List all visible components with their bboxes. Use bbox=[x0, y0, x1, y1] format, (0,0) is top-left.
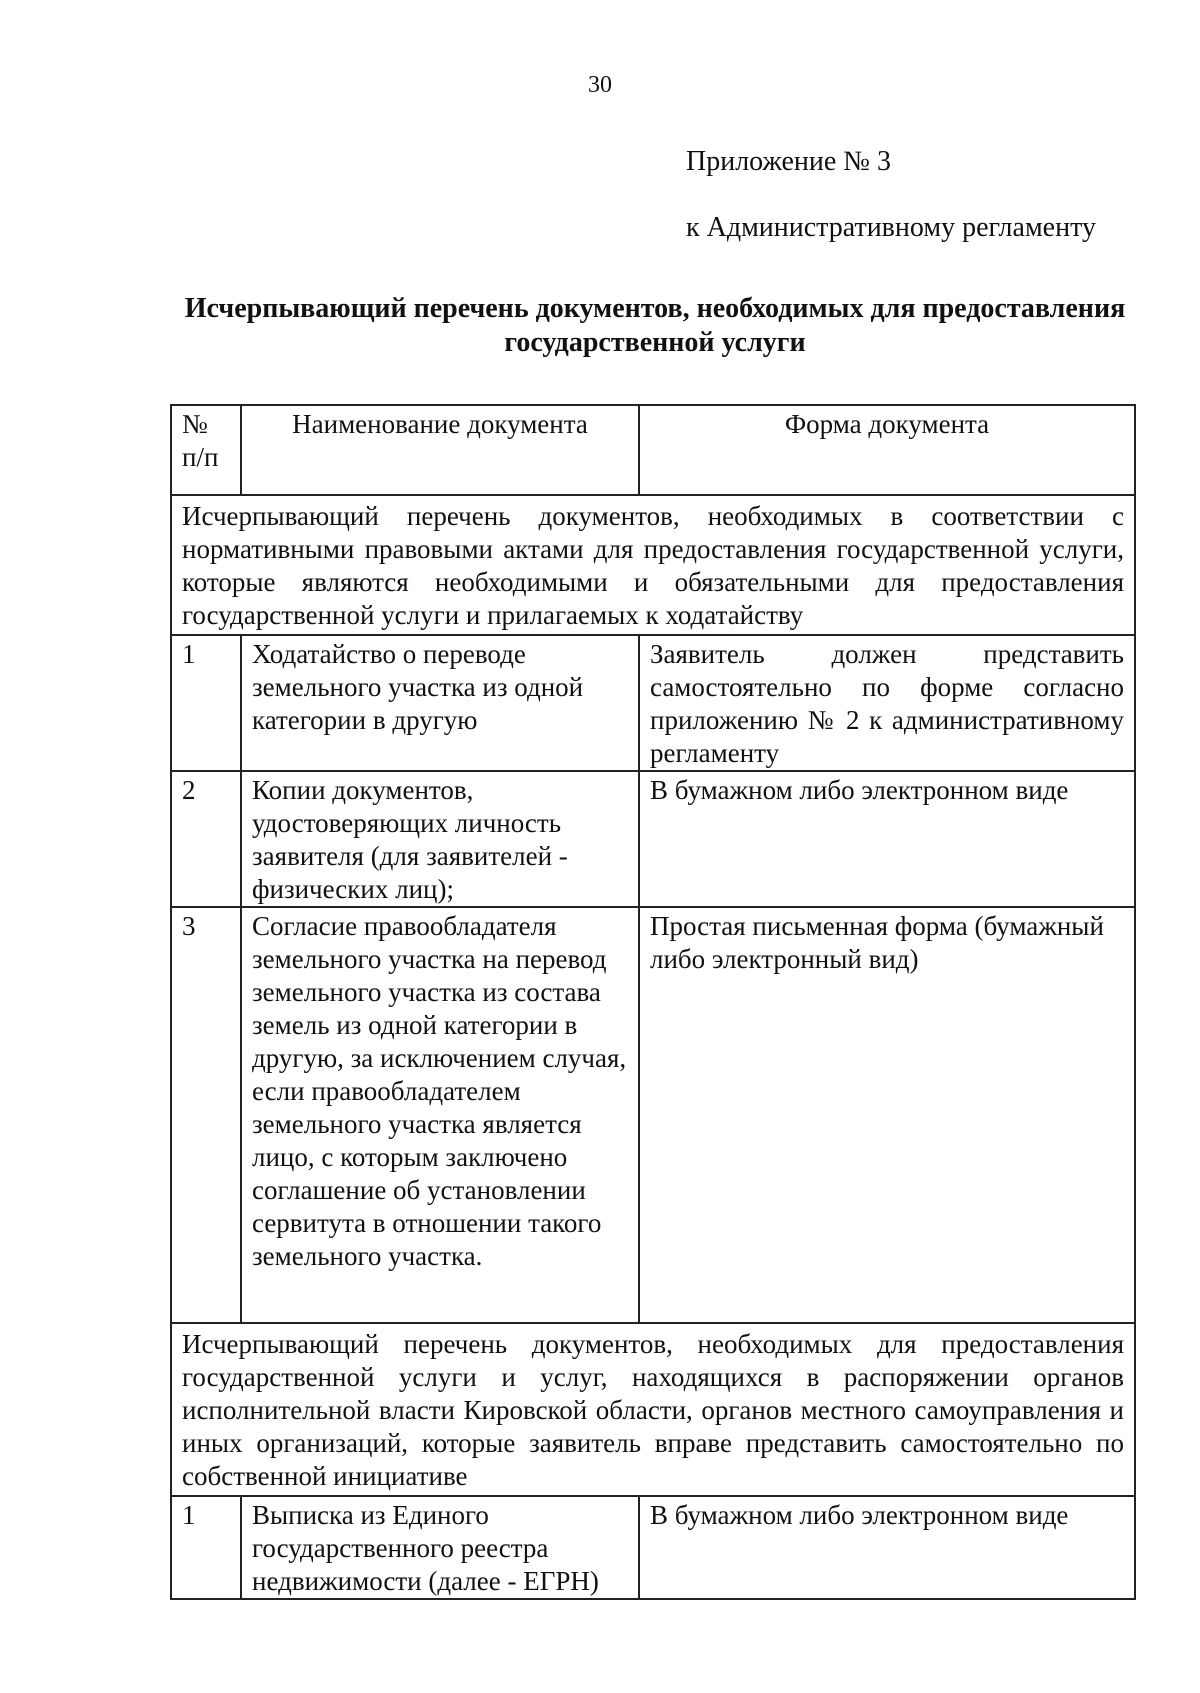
section-1-heading: Исчерпывающий перечень документов, необходимых в соответствии с нормативными правовыми актами для предоставления государственной услуги, которые являются необходимыми и обязательными для предоставления государственной услуги и прилагаемых к ходатайству bbox=[171, 495, 1135, 635]
table-header-row bbox=[171, 405, 1135, 495]
table-row bbox=[171, 907, 1135, 1323]
page-number: 30 bbox=[588, 72, 612, 98]
row-number: 2 bbox=[171, 771, 241, 907]
table-row bbox=[171, 771, 1135, 907]
row-document-name: Согласие правообладателя земельного участка на перевод земельного участка из состава земель из одной категории в другую, за исключением случая, если правообладателем земельного участка является лицо, с которым заключено соглашение об установлении сервитута в отношении такого земельного участка. bbox=[241, 907, 639, 1323]
document-title: Исчерпывающий перечень документов, необходимых для предоставления государственной услуги bbox=[184, 293, 1126, 358]
section-heading-row bbox=[171, 1323, 1135, 1496]
header-number: № п/п bbox=[171, 405, 241, 495]
row-document-name: Ходатайство о переводе земельного участка из одной категории в другую bbox=[241, 635, 639, 771]
row-number: 3 bbox=[171, 907, 241, 1323]
documents-table bbox=[170, 404, 1136, 1600]
regulation-label: к Административному регламенту bbox=[686, 212, 1096, 243]
row-number: 1 bbox=[171, 1496, 241, 1599]
header-name: Наименование документа bbox=[241, 405, 639, 495]
table-row bbox=[171, 635, 1135, 771]
row-document-form: Простая письменная форма (бумажный либо электронный вид) bbox=[639, 907, 1135, 1323]
table-row bbox=[171, 1496, 1135, 1599]
row-number: 1 bbox=[171, 635, 241, 771]
row-document-name: Выписка из Единого государственного реестра недвижимости (далее - ЕГРН) bbox=[241, 1496, 639, 1599]
appendix-label: Приложение № 3 bbox=[686, 146, 891, 177]
section-heading-row bbox=[171, 495, 1135, 635]
row-document-name: Копии документов, удостоверяющих личность заявителя (для заявителей - физических лиц); bbox=[241, 771, 639, 907]
row-document-form: В бумажном либо электронном виде bbox=[639, 1496, 1135, 1599]
row-document-form: Заявитель должен представить самостоятельно по форме согласно приложению № 2 к административному регламенту bbox=[639, 635, 1135, 771]
row-document-form: В бумажном либо электронном виде bbox=[639, 771, 1135, 907]
section-2-heading: Исчерпывающий перечень документов, необходимых для предоставления государственной услуги и услуг, находящихся в распоряжении органов исполнительной власти Кировской области, органов местного самоуправления и иных организаций, которые заявитель вправе представить самостоятельно по собственной инициативе bbox=[171, 1323, 1135, 1496]
header-form: Форма документа bbox=[639, 405, 1135, 495]
